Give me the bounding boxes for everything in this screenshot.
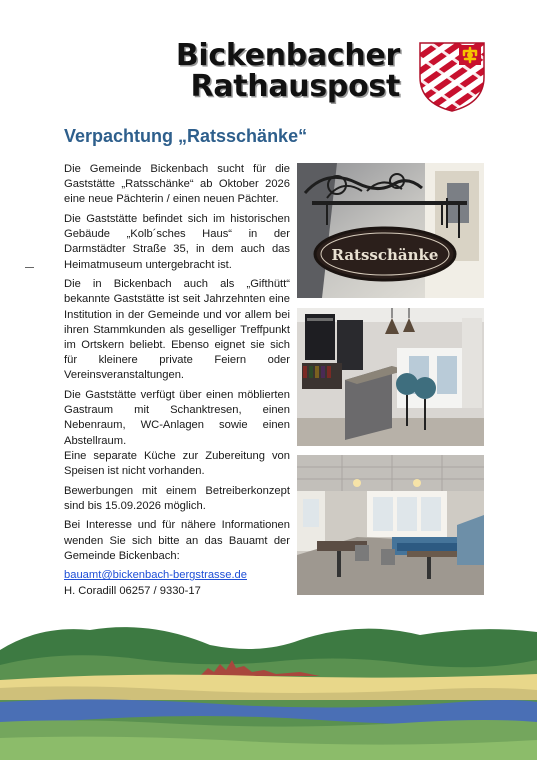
margin-mark (25, 267, 34, 268)
article-headline: Verpachtung „Ratsschänke“ (64, 126, 308, 146)
paragraph-kitchen: Eine separate Küche zur Zubereitung von Speisen ist nicht vorhanden. (64, 449, 290, 478)
paragraph-intro: Die Gemeinde Bickenbach sucht für die Gaststätte „Ratsschänke“ ab Oktober 2026 eine neue Pächterin / einen neuen Pächter. (64, 163, 290, 206)
paragraph-contact-intro: Bei Interesse und für nähere Informationen wenden Sie sich bitte an das Bauamt der Gemeinde Bickenbach: (64, 519, 290, 562)
email-link[interactable]: bauamt@bickenbach-bergstrasse.de (64, 569, 247, 582)
photo-bar-interior (297, 308, 484, 446)
paragraph-rooms: Die Gaststätte verfügt über einen möblierten Gastraum mit Schanktresen, einen Nebenraum, WC-Anlagen sowie einen Abstellraum. (64, 389, 290, 447)
paragraph-location: Die Gaststätte befindet sich im historischen Gebäude „Kolb´sches Haus“ in der Darmstädter Straße 35, in dem auch das Heimatmuseum untergebracht ist. (64, 213, 290, 271)
masthead-title (150, 40, 400, 102)
masthead-line-1: Bickenbacher (175, 38, 400, 73)
photo-sign (297, 163, 484, 298)
landscape-illustration (0, 610, 537, 760)
coat-of-arms-icon (417, 39, 487, 113)
article-body (64, 162, 290, 599)
paragraph-deadline: Bewerbungen mit einem Betreiberkonzept sind bis 15.09.2026 möglich. (64, 484, 290, 512)
paragraph-history: Die in Bickenbach auch als „Gifthütt“ bekannte Gaststätte ist seit Jahrzehnten eine Institution in der Gemeinde und vor allem bei ihren Stammkunden als geselliger Treffpunkt im Ortskern beliebt. Ebenso eignet sie sich für kleinere private Feiern oder Vereinsveranstaltungen. (64, 278, 290, 382)
sign-text: Ratsschänke (331, 246, 439, 264)
contact-phone: H. Coradill 06257 / 9330-17 (64, 584, 201, 597)
photo-dining-room (297, 455, 484, 595)
masthead-line-2: Rathauspost (190, 69, 400, 104)
contact-block (64, 568, 290, 598)
